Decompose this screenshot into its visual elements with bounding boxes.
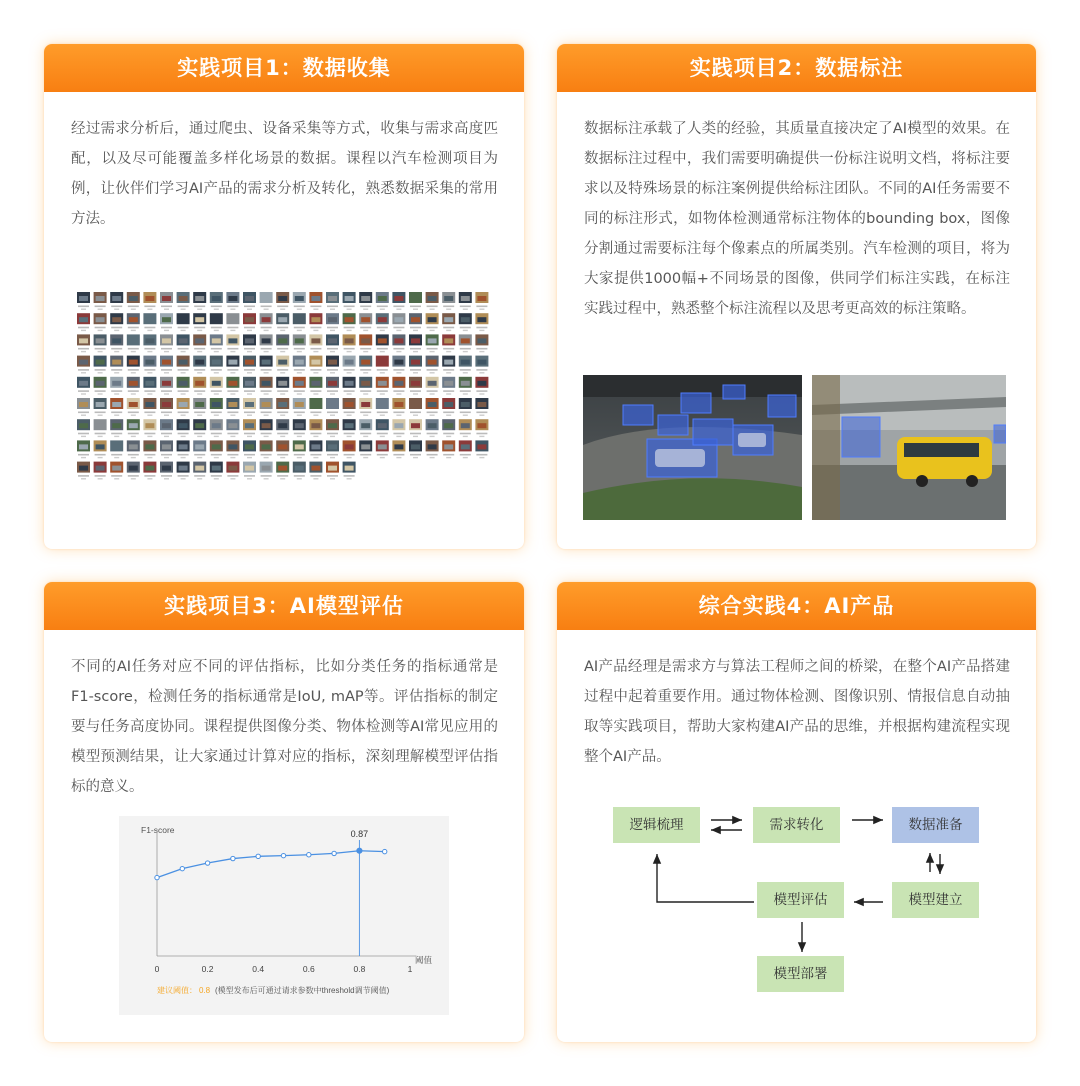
thumbnail xyxy=(243,462,256,480)
x-tick-label: 0.4 xyxy=(252,964,265,974)
thumbnail xyxy=(392,419,405,437)
x-axis-label: 阈值 xyxy=(415,955,433,965)
thumbnail xyxy=(110,313,123,331)
thumbnail xyxy=(226,292,239,310)
thumbnail xyxy=(426,377,439,395)
thumbnail xyxy=(359,292,372,310)
thumbnail xyxy=(309,398,322,416)
thumbnail xyxy=(426,398,439,416)
thumbnail xyxy=(177,313,190,331)
thumbnail xyxy=(293,398,306,416)
data-point xyxy=(281,853,285,857)
thumbnail xyxy=(210,398,223,416)
card-ai-product xyxy=(557,582,1036,1042)
thumbnail xyxy=(442,440,455,458)
note-value: 0.8 xyxy=(199,986,211,995)
thumbnail xyxy=(110,292,123,310)
data-point xyxy=(307,853,311,857)
thumbnail xyxy=(359,419,372,437)
thumbnail xyxy=(326,292,339,310)
thumbnail xyxy=(210,292,223,310)
thumbnail xyxy=(210,334,223,352)
card-model-evaluation xyxy=(44,582,524,1042)
thumbnail xyxy=(326,440,339,458)
thumbnail xyxy=(160,440,173,458)
y-axis-label: F1-score xyxy=(141,825,175,835)
thumbnail xyxy=(193,313,206,331)
thumbnail xyxy=(94,334,107,352)
thumbnail xyxy=(276,419,289,437)
note-text: (模型发布后可通过请求参数中threshold调节阈值) xyxy=(215,986,390,995)
card-description: 经过需求分析后，通过爬虫、设备采集等方式，收集与需求高度匹配，以及尽可能覆盖多样化场景的数据。课程以汽车检测项目为例，让伙伴们学习AI产品的需求分析及转化，熟悉数据采集的常用方法。 xyxy=(71,121,498,227)
thumbnail xyxy=(459,313,472,331)
x-tick-label: 0.8 xyxy=(353,964,366,974)
thumbnail xyxy=(293,377,306,395)
thumbnail xyxy=(243,398,256,416)
thumbnail xyxy=(177,419,190,437)
card-title: 实践项目1：数据收集 xyxy=(44,44,524,92)
thumbnail xyxy=(293,356,306,374)
thumbnail xyxy=(94,462,107,480)
thumbnail xyxy=(459,356,472,374)
thumbnail xyxy=(193,377,206,395)
data-point xyxy=(256,854,260,858)
thumbnail xyxy=(426,313,439,331)
thumbnail xyxy=(392,398,405,416)
card-data-collection xyxy=(44,44,524,549)
thumbnail xyxy=(276,377,289,395)
thumbnail xyxy=(210,419,223,437)
thumbnail xyxy=(127,398,140,416)
thumbnail xyxy=(143,356,156,374)
thumbnail xyxy=(309,419,322,437)
thumbnail xyxy=(127,292,140,310)
card-description: AI产品经理是需求方与算法工程师之间的桥梁，在整个AI产品搭建过程中起着重要作用。通过物体检测、图像识别、情报信息自动抽取等实践项目，帮助大家构建AI产品的思维，并根据构建流程实现整个AI产品。 xyxy=(584,659,1010,765)
card-title: 实践项目3：AI模型评估 xyxy=(44,582,524,630)
thumbnail xyxy=(359,440,372,458)
thumbnail xyxy=(143,440,156,458)
thumbnail xyxy=(459,419,472,437)
thumbnail xyxy=(160,377,173,395)
thumbnail xyxy=(160,356,173,374)
thumbnail xyxy=(293,334,306,352)
thumbnail xyxy=(127,334,140,352)
thumbnail xyxy=(260,292,273,310)
node-logic: 逻辑梳理 xyxy=(613,807,700,843)
data-point xyxy=(205,861,209,865)
thumbnail xyxy=(293,462,306,480)
thumbnail xyxy=(409,398,422,416)
thumbnail xyxy=(260,462,273,480)
ai-product-flow-diagram xyxy=(557,582,1036,1042)
thumbnail xyxy=(226,462,239,480)
thumbnail xyxy=(160,313,173,331)
thumbnail xyxy=(260,440,273,458)
thumbnail xyxy=(326,313,339,331)
thumbnail xyxy=(343,440,356,458)
thumbnail xyxy=(127,377,140,395)
thumbnail xyxy=(94,419,107,437)
thumbnail xyxy=(110,462,123,480)
thumbnail xyxy=(127,440,140,458)
thumbnail xyxy=(326,398,339,416)
thumbnail xyxy=(392,356,405,374)
thumbnail xyxy=(392,334,405,352)
thumbnail xyxy=(309,334,322,352)
thumbnail xyxy=(77,462,90,480)
thumbnail xyxy=(475,440,488,458)
thumbnail xyxy=(326,462,339,480)
thumbnail xyxy=(226,440,239,458)
thumbnail xyxy=(77,440,90,458)
thumbnail xyxy=(409,419,422,437)
thumbnail xyxy=(475,356,488,374)
thumbnail xyxy=(359,356,372,374)
thumbnail xyxy=(226,334,239,352)
f1-series-line xyxy=(157,851,385,878)
thumbnail xyxy=(459,440,472,458)
x-tick-label: 0 xyxy=(154,964,160,974)
thumbnail xyxy=(77,398,90,416)
thumbnail xyxy=(77,292,90,310)
thumbnail xyxy=(143,398,156,416)
thumbnail xyxy=(359,334,372,352)
thumbnail xyxy=(177,292,190,310)
card-data-annotation xyxy=(557,44,1036,549)
thumbnail xyxy=(77,419,90,437)
thumbnail xyxy=(77,356,90,374)
thumbnail xyxy=(376,398,389,416)
x-tick-label: 0.2 xyxy=(201,964,214,974)
thumbnail xyxy=(110,398,123,416)
thumbnail xyxy=(309,292,322,310)
thumbnail xyxy=(459,377,472,395)
thumbnail xyxy=(426,334,439,352)
thumbnail xyxy=(376,356,389,374)
thumbnail xyxy=(359,377,372,395)
arrow-eval-to-logic xyxy=(657,854,754,902)
thumbnail xyxy=(409,292,422,310)
thumbnail xyxy=(260,334,273,352)
thumbnail xyxy=(210,356,223,374)
thumbnail xyxy=(276,334,289,352)
thumbnail xyxy=(226,313,239,331)
thumbnail xyxy=(110,419,123,437)
thumbnail xyxy=(94,377,107,395)
thumbnail xyxy=(475,377,488,395)
thumbnail xyxy=(260,377,273,395)
thumbnail xyxy=(177,440,190,458)
thumbnail xyxy=(376,313,389,331)
thumbnail xyxy=(77,377,90,395)
thumbnail xyxy=(210,377,223,395)
thumbnail xyxy=(392,313,405,331)
thumbnail xyxy=(243,313,256,331)
thumbnail xyxy=(343,356,356,374)
thumbnail xyxy=(177,398,190,416)
thumbnail xyxy=(376,334,389,352)
x-tick-label: 0.6 xyxy=(302,964,315,974)
thumbnail xyxy=(392,440,405,458)
thumbnail xyxy=(376,419,389,437)
thumbnail xyxy=(210,313,223,331)
thumbnail xyxy=(442,398,455,416)
thumbnail xyxy=(426,419,439,437)
thumbnail xyxy=(475,313,488,331)
thumbnail xyxy=(177,377,190,395)
thumbnail xyxy=(459,334,472,352)
thumbnail xyxy=(426,356,439,374)
thumbnail xyxy=(359,313,372,331)
thumbnail xyxy=(409,440,422,458)
thumbnail xyxy=(293,440,306,458)
thumbnail xyxy=(309,440,322,458)
thumbnail xyxy=(359,398,372,416)
thumbnail xyxy=(243,334,256,352)
thumbnail xyxy=(392,377,405,395)
thumbnail xyxy=(177,334,190,352)
thumbnail xyxy=(309,313,322,331)
data-point xyxy=(231,856,235,860)
thumbnail xyxy=(326,377,339,395)
thumbnail xyxy=(143,292,156,310)
thumbnail xyxy=(110,356,123,374)
x-tick-label: 1 xyxy=(407,964,413,974)
node-requirement: 需求转化 xyxy=(753,807,840,843)
thumbnail xyxy=(442,419,455,437)
thumbnail xyxy=(309,377,322,395)
thumbnail xyxy=(409,377,422,395)
card-description: 不同的AI任务对应不同的评估指标，比如分类任务的指标通常是F1-score，检测任务的指标通常是IoU, mAP等。评估指标的制定要与任务高度协同。课程提供图像分类、物体检测等AI常见应用的模型预测结果，让大家通过计算对应的指标，深刻理解模型评估指标的意义。 xyxy=(71,659,498,795)
thumbnail xyxy=(260,313,273,331)
thumbnail xyxy=(343,334,356,352)
thumbnail xyxy=(343,377,356,395)
thumbnail xyxy=(309,356,322,374)
thumbnail xyxy=(193,419,206,437)
thumbnail xyxy=(226,419,239,437)
node-model-eval: 模型评估 xyxy=(757,882,844,918)
thumbnail xyxy=(343,419,356,437)
thumbnail xyxy=(475,334,488,352)
data-point xyxy=(332,851,336,855)
thumbnail xyxy=(177,462,190,480)
thumbnail xyxy=(392,292,405,310)
thumbnail xyxy=(243,356,256,374)
thumbnail xyxy=(160,419,173,437)
thumbnail xyxy=(442,292,455,310)
card-title: 综合实践4：AI产品 xyxy=(557,582,1036,630)
thumbnail xyxy=(475,292,488,310)
race-car-detection-image xyxy=(583,375,802,520)
thumbnail xyxy=(442,377,455,395)
thumbnail xyxy=(475,419,488,437)
thumbnail xyxy=(143,419,156,437)
thumbnail xyxy=(260,419,273,437)
thumbnail xyxy=(276,292,289,310)
thumbnail xyxy=(243,292,256,310)
thumbnail xyxy=(193,398,206,416)
thumbnail xyxy=(94,440,107,458)
thumbnail xyxy=(326,334,339,352)
thumbnail xyxy=(127,313,140,331)
thumbnail xyxy=(193,462,206,480)
thumbnail xyxy=(110,334,123,352)
thumbnail xyxy=(110,440,123,458)
thumbnail xyxy=(160,334,173,352)
thumbnail xyxy=(143,313,156,331)
thumbnail xyxy=(243,377,256,395)
car-image-thumbnail-grid xyxy=(76,292,492,482)
data-point xyxy=(155,875,159,879)
thumbnail xyxy=(276,398,289,416)
node-model-deploy: 模型部署 xyxy=(757,956,844,992)
thumbnail xyxy=(459,398,472,416)
highlight-value-label: 0.87 xyxy=(350,829,369,839)
thumbnail xyxy=(459,292,472,310)
thumbnail xyxy=(94,313,107,331)
thumbnail xyxy=(343,398,356,416)
bus-detection-image xyxy=(812,375,1006,520)
thumbnail xyxy=(260,356,273,374)
thumbnail xyxy=(127,462,140,480)
f1-score-chart xyxy=(119,816,449,1015)
card-title: 实践项目2：数据标注 xyxy=(557,44,1036,92)
thumbnail xyxy=(143,334,156,352)
thumbnail xyxy=(94,292,107,310)
thumbnail xyxy=(409,313,422,331)
thumbnail xyxy=(243,440,256,458)
data-point xyxy=(357,848,362,853)
thumbnail xyxy=(442,356,455,374)
data-point xyxy=(180,866,184,870)
thumbnail xyxy=(177,356,190,374)
thumbnail xyxy=(409,356,422,374)
thumbnail xyxy=(143,377,156,395)
thumbnail xyxy=(442,334,455,352)
thumbnail xyxy=(77,313,90,331)
thumbnail xyxy=(160,462,173,480)
thumbnail xyxy=(193,440,206,458)
thumbnail xyxy=(110,377,123,395)
thumbnail xyxy=(293,419,306,437)
thumbnail xyxy=(260,398,273,416)
thumbnail xyxy=(94,398,107,416)
thumbnail xyxy=(309,462,322,480)
thumbnail xyxy=(343,313,356,331)
note-label: 建议阈值： xyxy=(157,986,197,995)
node-data-prep: 数据准备 xyxy=(892,807,979,843)
thumbnail xyxy=(409,334,422,352)
thumbnail xyxy=(160,292,173,310)
card-description: 数据标注承载了人类的经验，其质量直接决定了AI模型的效果。在数据标注过程中，我们需要明确提供一份标注说明文档，将标注要求以及特殊场景的标注案例提供给标注团队。不同的AI任务需要不同的标注形式，如物体检测通常标注物体的bounding box，图像分割通过需要标注每个像素点的所属类别。汽车检测的项目，将为大家提供1000幅+不同场景的图像，供同学们标注实践，在标注实践过程中，熟悉整个标注流程以及思考更高效的标注策略。 xyxy=(584,121,1010,317)
thumbnail xyxy=(94,356,107,374)
thumbnail xyxy=(376,440,389,458)
data-point xyxy=(383,849,387,853)
thumbnail xyxy=(376,377,389,395)
thumbnail xyxy=(276,440,289,458)
thumbnail xyxy=(426,440,439,458)
thumbnail xyxy=(193,356,206,374)
thumbnail xyxy=(326,356,339,374)
thumbnail xyxy=(243,419,256,437)
thumbnail xyxy=(193,292,206,310)
thumbnail xyxy=(127,419,140,437)
thumbnail xyxy=(210,462,223,480)
thumbnail xyxy=(226,377,239,395)
thumbnail xyxy=(293,313,306,331)
thumbnail xyxy=(343,462,356,480)
thumbnail xyxy=(226,398,239,416)
thumbnail xyxy=(127,356,140,374)
thumbnail xyxy=(193,334,206,352)
thumbnail xyxy=(326,419,339,437)
thumbnail xyxy=(276,313,289,331)
thumbnail xyxy=(475,398,488,416)
thumbnail xyxy=(426,292,439,310)
thumbnail xyxy=(442,313,455,331)
thumbnail xyxy=(143,462,156,480)
thumbnail xyxy=(210,440,223,458)
thumbnail xyxy=(226,356,239,374)
thumbnail xyxy=(160,398,173,416)
thumbnail xyxy=(276,356,289,374)
thumbnail xyxy=(276,462,289,480)
thumbnail xyxy=(77,334,90,352)
f1-score-line-chart xyxy=(119,816,449,1015)
thumbnail xyxy=(376,292,389,310)
node-model-build: 模型建立 xyxy=(892,882,979,918)
thumbnail xyxy=(343,292,356,310)
thumbnail xyxy=(293,292,306,310)
